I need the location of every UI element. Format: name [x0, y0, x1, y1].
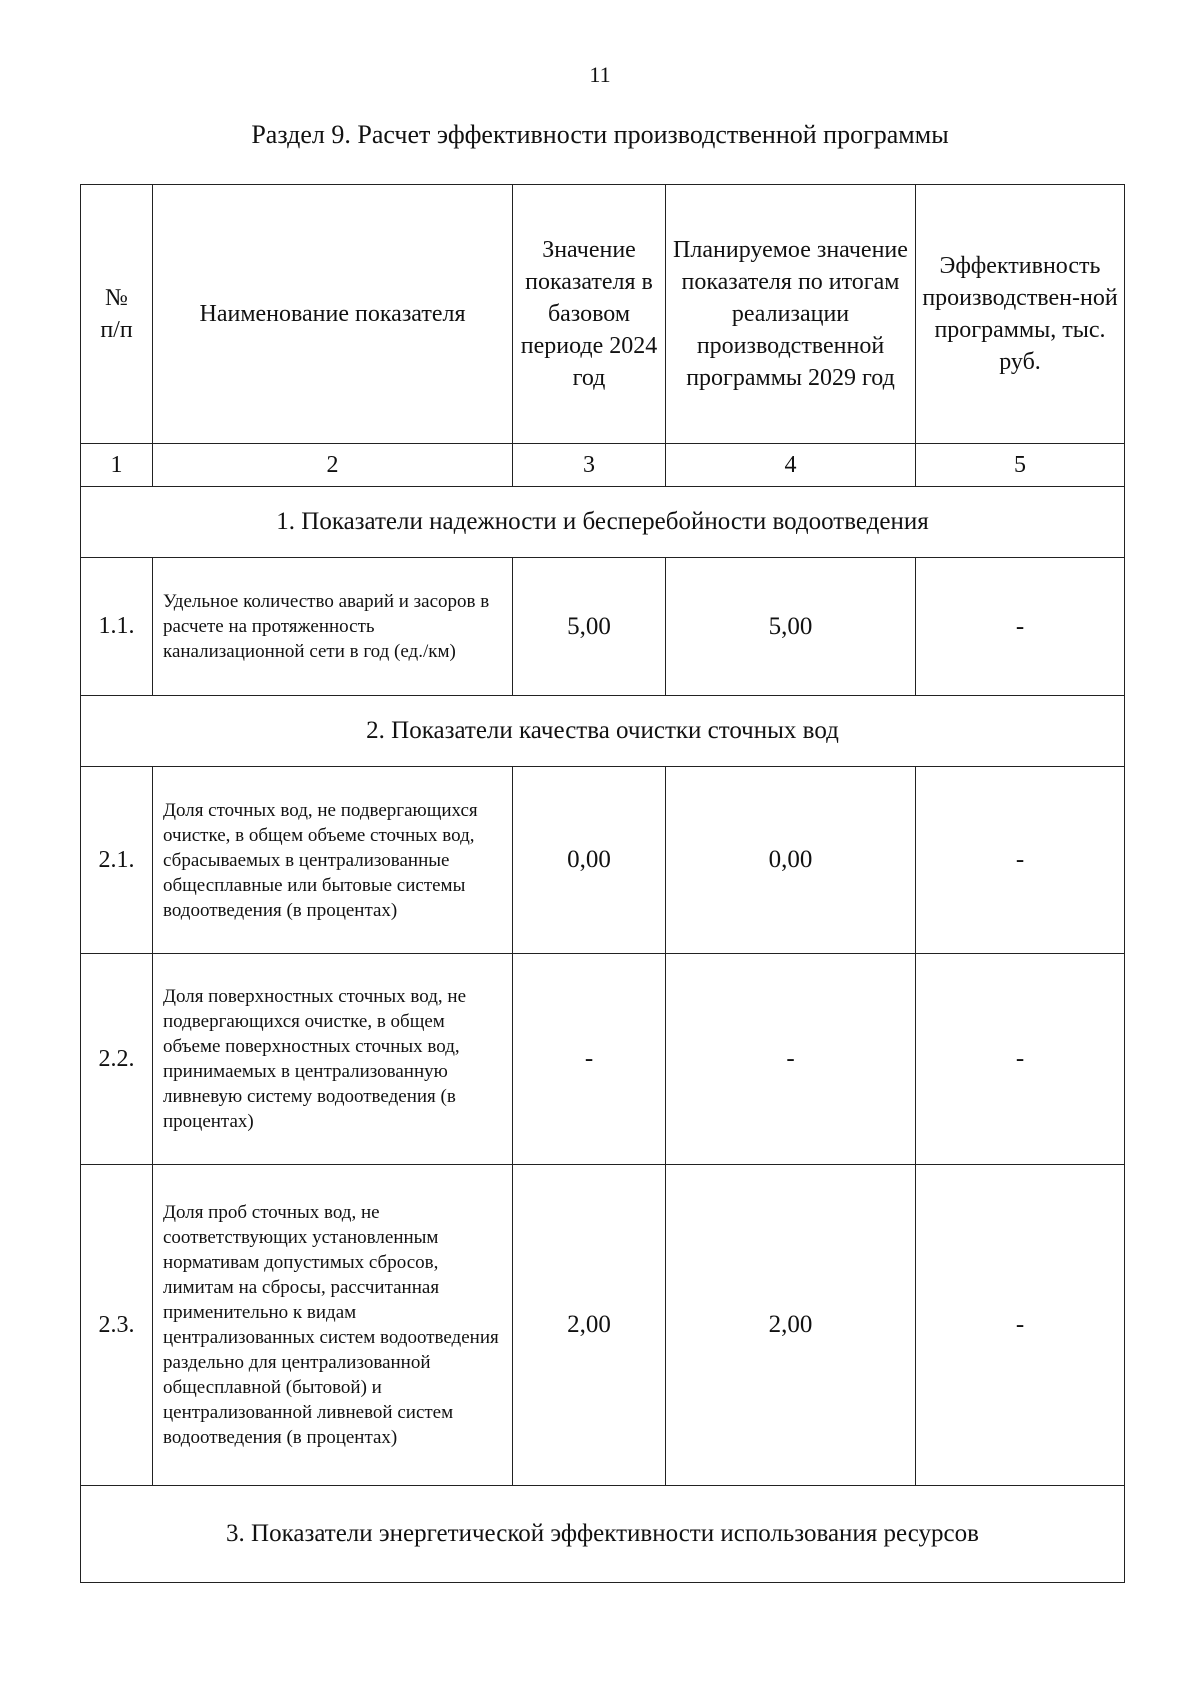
group-title: 1. Показатели надежности и бесперебойности водоотведения — [81, 487, 1125, 558]
planned-value: 0,00 — [666, 767, 916, 954]
group-row — [81, 487, 1125, 558]
base-value: 2,00 — [513, 1165, 666, 1486]
row-number: 2.1. — [81, 767, 153, 954]
column-number: 5 — [916, 444, 1125, 487]
efficiency-table — [80, 184, 1125, 1583]
column-number: 1 — [81, 444, 153, 487]
page-number: 11 — [589, 62, 611, 87]
planned-value: 5,00 — [666, 558, 916, 696]
column-number: 4 — [666, 444, 916, 487]
planned-value: 2,00 — [666, 1165, 916, 1486]
section-title: Раздел 9. Расчет эффективности производственной программы — [251, 120, 949, 149]
table-row — [81, 954, 1125, 1165]
efficiency-value: - — [916, 558, 1125, 696]
indicator-name: Доля проб сточных вод, не соответствующих установленным нормативам допустимых сбросов, лимитам на сбросы, рассчитанная применительно к видам централизованных систем водоотведения раздельно для централизованной общесплавной (бытовой) и централизованной ливневой систем водоотведения (в процентах) — [153, 1165, 513, 1486]
header-efficiency: Эффективность производствен-ной программы, тыс. руб. — [916, 185, 1125, 444]
planned-value: - — [666, 954, 916, 1165]
header-base-value: Значение показателя в базовом периоде 2024 год — [513, 185, 666, 444]
group-row — [81, 1486, 1125, 1583]
header-number: № п/п — [81, 185, 153, 444]
efficiency-value: - — [916, 767, 1125, 954]
header-indicator-name: Наименование показателя — [153, 185, 513, 444]
base-value: - — [513, 954, 666, 1165]
base-value: 0,00 — [513, 767, 666, 954]
column-number: 3 — [513, 444, 666, 487]
row-number: 2.3. — [81, 1165, 153, 1486]
group-title: 3. Показатели энергетической эффективности использования ресурсов — [81, 1486, 1125, 1583]
efficiency-value: - — [916, 954, 1125, 1165]
column-number-row — [81, 444, 1125, 487]
column-number: 2 — [153, 444, 513, 487]
group-row — [81, 696, 1125, 767]
indicator-name: Доля поверхностных сточных вод, не подвергающихся очистке, в общем объеме поверхностных сточных вод, принимаемых в централизованную ливневую систему водоотведения (в процентах) — [153, 954, 513, 1165]
base-value: 5,00 — [513, 558, 666, 696]
efficiency-value: - — [916, 1165, 1125, 1486]
indicator-name: Удельное количество аварий и засоров в расчете на протяженность канализационной сети в год (ед./км) — [153, 558, 513, 696]
table-row — [81, 1165, 1125, 1486]
row-number: 1.1. — [81, 558, 153, 696]
table-header-row — [81, 185, 1125, 444]
indicator-name: Доля сточных вод, не подвергающихся очистке, в общем объеме сточных вод, сбрасываемых в централизованные общесплавные или бытовые системы водоотведения (в процентах) — [153, 767, 513, 954]
table-row — [81, 558, 1125, 696]
row-number: 2.2. — [81, 954, 153, 1165]
group-title: 2. Показатели качества очистки сточных вод — [81, 696, 1125, 767]
table-row — [81, 767, 1125, 954]
header-planned-value: Планируемое значение показателя по итогам реализации производственной программы 2029 год — [666, 185, 916, 444]
